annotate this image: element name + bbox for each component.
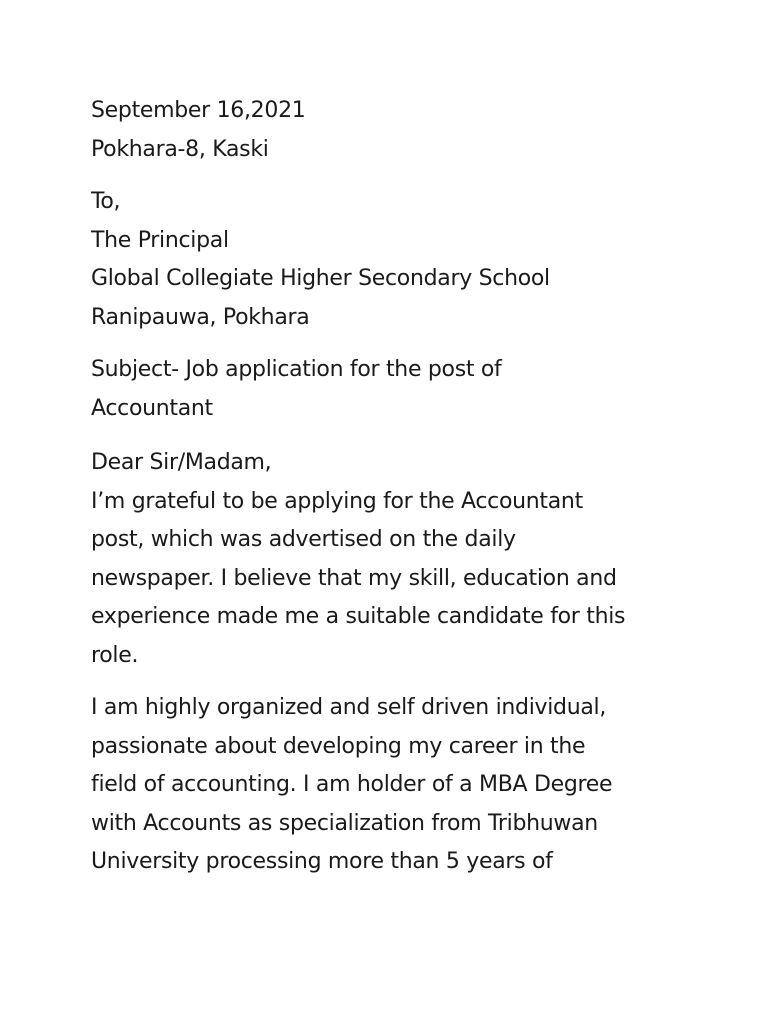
recipient-title: The Principal	[91, 227, 229, 253]
recipient-block	[91, 183, 711, 337]
paragraph-2-line: field of accounting. I am holder of a MBA Degree	[91, 772, 613, 797]
recipient-location: Ranipauwa, Pokhara	[91, 304, 310, 330]
sender-address: Pokhara-8, Kaski	[91, 136, 269, 162]
paragraph-1-line: I’m grateful to be applying for the Accountant	[91, 488, 583, 514]
paragraph-2-line: passionate about developing my career in the	[91, 733, 586, 759]
paragraph-2-line: with Accounts as specialization from Tribhuwan	[91, 810, 598, 836]
subject-line-1: Subject- Job application for the post of	[91, 357, 502, 382]
subject-block	[91, 351, 711, 428]
subject-line-2: Accountant	[91, 395, 213, 421]
paragraph-1-line: experience made me a suitable candidate for this	[91, 604, 626, 629]
paragraph-1-line: role.	[91, 642, 139, 668]
paragraph-1-line: post, which was advertised on the daily	[91, 527, 516, 552]
letter-heading	[91, 92, 711, 169]
paragraph-2-line: I am highly organized and self driven individual,	[91, 695, 607, 720]
salutation: Dear Sir/Madam,	[91, 450, 272, 475]
recipient-to: To,	[91, 189, 121, 214]
letter-date: September 16,2021	[91, 98, 306, 123]
letter-body	[91, 92, 711, 882]
salutation-and-paragraph-1	[91, 444, 711, 675]
paragraph-2-line: University processing more than 5 years of	[91, 849, 553, 874]
paragraph-1-line: newspaper. I believe that my skill, education and	[91, 565, 617, 591]
recipient-school: Global Collegiate Higher Secondary School	[91, 266, 550, 291]
paragraph-2	[91, 689, 711, 882]
